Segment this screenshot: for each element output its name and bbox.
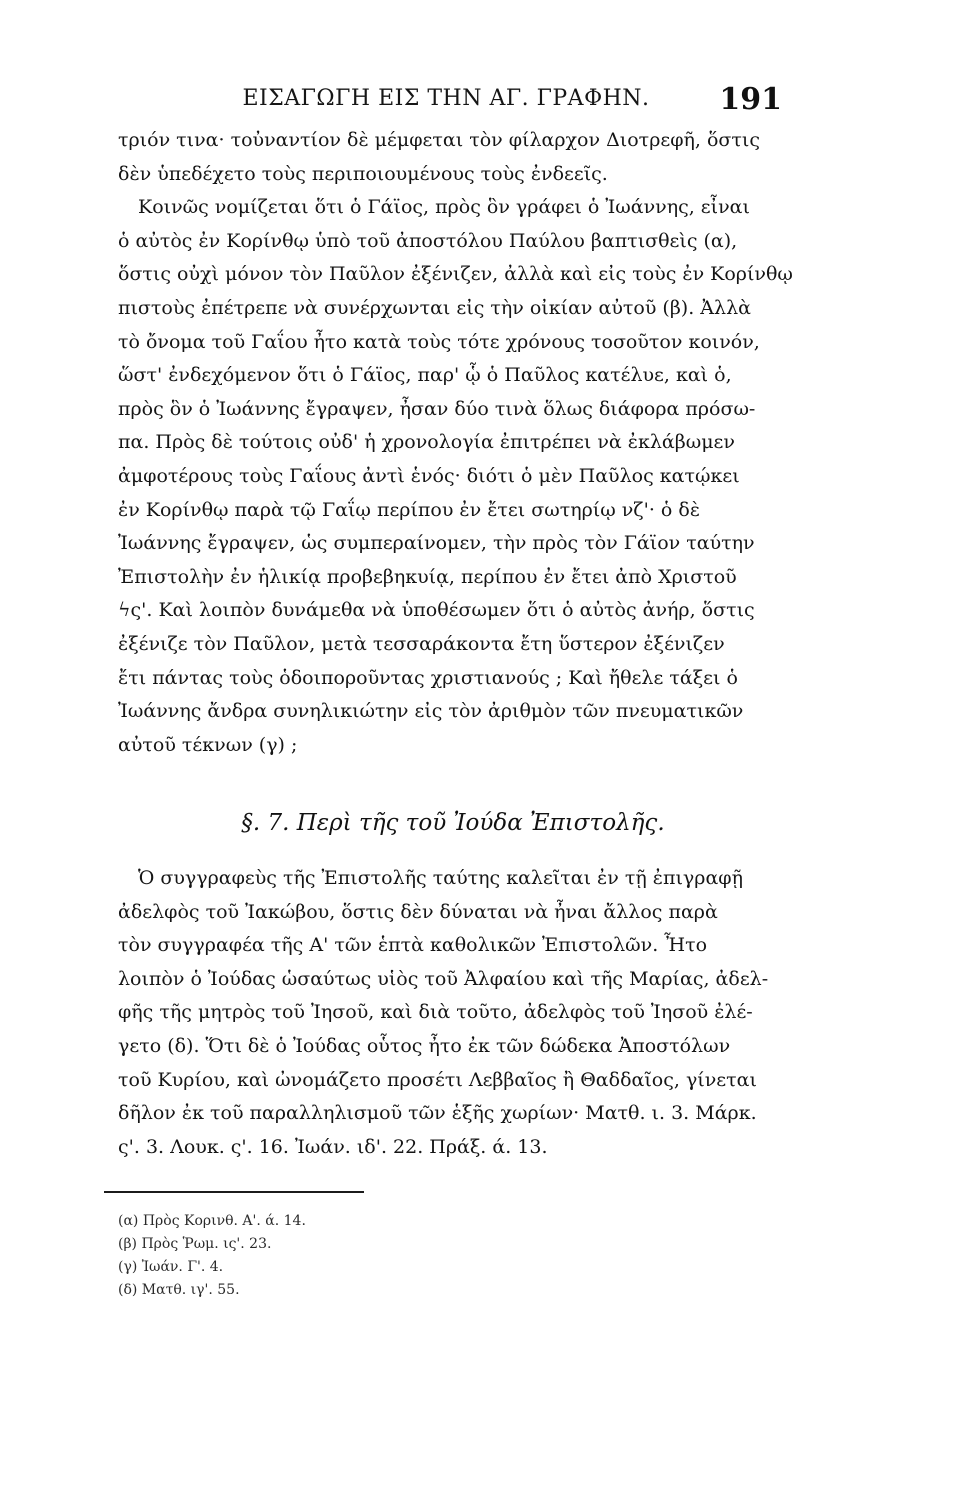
text-line: τοῦ Κυρίου, καὶ ὠνομάζετο προσέτι Λεββαῖος ἢ Θαδδαῖος, γίνεται — [118, 1068, 757, 1091]
text-line: δῆλον ἐκ τοῦ παραλληλισμοῦ τῶν ἑξῆς χωρίων· Ματθ. ι. 3. Μάρκ. — [118, 1102, 757, 1125]
footnote-c: (γ) Ἰωάν. Γ'. 4. — [118, 1259, 224, 1275]
text-line: ἔτι πάντας τοὺς ὁδοιποροῦντας χριστιανούς ; Καὶ ἤθελε τάξει ὁ — [118, 666, 738, 689]
section-title: §. 7. Περὶ τῆς τοῦ Ἰούδα Ἐπιστολῆς. — [241, 810, 665, 836]
text-line: ϟς'. Καὶ λοιπὸν δυνάμεθα νὰ ὑποθέσωμεν ὅτι ὁ αὐτὸς ἀνήρ, ὅστις — [118, 599, 755, 622]
text-line: ς'. 3. Λουκ. ς'. 16. Ἰωάν. ιδ'. 22. Πράξ. ά. 13. — [118, 1135, 548, 1158]
footnote-divider — [104, 1191, 364, 1193]
text-line: τριόν τινα· τοὐναντίον δὲ μέμφεται τὸν φίλαρχον Διοτρεφῆ, ὅστις — [118, 129, 760, 151]
text-line: ὥστ' ἐνδεχόμενον ὅτι ὁ Γάϊος, παρ' ᾧ ὁ Παῦλος κατέλυε, καὶ ὁ, — [118, 364, 732, 387]
text-line: Ἰωάννης ἔγραψεν, ὡς συμπεραίνομεν, τὴν πρὸς τὸν Γάϊον ταύτην — [118, 532, 755, 555]
footnote-d: (δ) Ματθ. ιγ'. 55. — [118, 1282, 240, 1298]
text-line: αὐτοῦ τέκνων (γ) ; — [118, 733, 298, 756]
text-line: τὸν συγγραφέα τῆς Α' τῶν ἑπτὰ καθολικῶν Ἐπιστολῶν. Ἦτο — [118, 934, 708, 957]
text-line: Ἰωάννης ἄνδρα συνηλικιώτην εἰς τὸν ἀριθμὸν τῶν πνευματικῶν — [118, 700, 744, 723]
text-line: ἀμφοτέρους τοὺς Γαΐους ἀντὶ ἑνός· διότι ὁ μὲν Παῦλος κατῴκει — [118, 464, 740, 487]
running-head: ΕΙΣΑΓΩΓΗ ΕΙΣ ΤΗΝ ΑΓ. ΓΡΑΦΗΝ. — [242, 86, 650, 111]
text-line: πιστοὺς ἐπέτρεπε νὰ συνέρχωνται εἰς τὴν οἰκίαν αὐτοῦ (β). Ἀλλὰ — [118, 296, 751, 319]
text-line: πα. Πρὸς δὲ τούτοις οὐδ' ἡ χρονολογία ἐπιτρέπει νὰ ἐκλάβωμεν — [118, 431, 735, 454]
text-line: ἐξένιζε τὸν Παῦλον, μετὰ τεσσαράκοντα ἔτη ὕστερον ἐξένιζεν — [118, 632, 725, 655]
text-line: γετο (δ). Ὅτι δὲ ὁ Ἰούδας οὗτος ἦτο ἐκ τῶν δώδεκα Ἀποστόλων — [118, 1034, 731, 1057]
text-line: ὁ αὐτὸς ἐν Κορίνθῳ ὑπὸ τοῦ ἀποστόλου Παύλου βαπτισθεὶς (α), — [118, 229, 738, 252]
text-line: ἀδελφὸς τοῦ Ἰακώβου, ὅστις δὲν δύναται νὰ ἦναι ἄλλος παρὰ — [118, 900, 718, 923]
text-line: δὲν ὑπεδέχετο τοὺς περιποιουμένους τοὺς ἐνδεεῖς. — [118, 162, 608, 185]
text-line: ἐν Κορίνθῳ παρὰ τῷ Γαΐῳ περίπου ἐν ἔτει σωτηρίῳ νζ'· ὁ δὲ — [118, 498, 701, 521]
text-line: Ἐπιστολὴν ἐν ἡλικίᾳ προβεβηκυίᾳ, περίπου ἐν ἔτει ἀπὸ Χριστοῦ — [118, 565, 737, 588]
text-line: φῆς τῆς μητρὸς τοῦ Ἰησοῦ, καὶ διὰ τοῦτο, ἀδελφὸς τοῦ Ἰησοῦ ἐλέ- — [118, 1001, 753, 1024]
text-line: λοιπὸν ὁ Ἰούδας ὡσαύτως υἱὸς τοῦ Ἀλφαίου καὶ τῆς Μαρίας, ἀδελ- — [118, 967, 769, 990]
main-text-block — [118, 124, 793, 762]
text-line: ὅστις οὐχὶ μόνον τὸν Παῦλον ἐξένιζεν, ἀλλὰ καὶ εἰς τοὺς ἐν Κορίνθῳ — [118, 263, 793, 286]
footnote-b: (β) Πρὸς Ῥωμ. ις'. 23. — [118, 1236, 272, 1252]
text-line: πρὸς ὃν ὁ Ἰωάννης ἔγραψεν, ἦσαν δύο τινὰ ὅλως διάφορα πρόσω- — [118, 397, 756, 420]
text-line: Ὁ συγγραφεὺς τῆς Ἐπιστολῆς ταύτης καλεῖται ἐν τῇ ἐπιγραφῇ — [138, 867, 743, 889]
footnote-a: (α) Πρὸς Κορινθ. Α'. ά. 14. — [118, 1213, 306, 1229]
section-text-block — [118, 862, 788, 1164]
page-number: 191 — [719, 82, 782, 117]
footnotes — [118, 1210, 438, 1302]
text-line: τὸ ὄνομα τοῦ Γαΐου ἦτο κατὰ τοὺς τότε χρόνους τοσοῦτον κοινόν, — [118, 330, 760, 353]
text-line: Κοινῶς νομίζεται ὅτι ὁ Γάϊος, πρὸς ὃν γράφει ὁ Ἰωάννης, εἶναι — [138, 196, 750, 219]
